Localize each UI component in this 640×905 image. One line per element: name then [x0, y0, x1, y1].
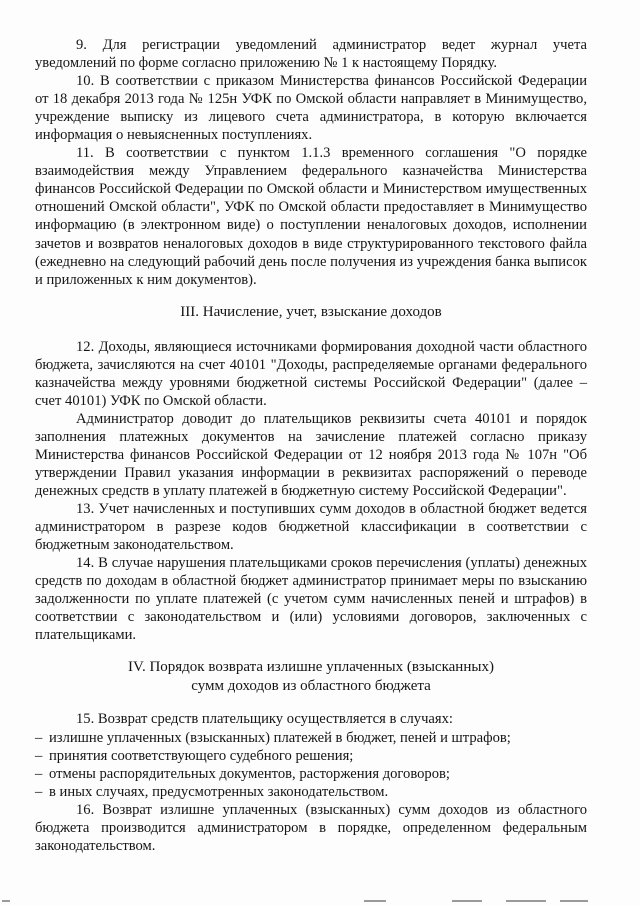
dash-bullet: –: [35, 747, 43, 764]
paragraph-14: 14. В случае нарушения плательщиками сроков перечисления (уплаты) денежных средств по доходам в областной бюджет администратор принимает меры по взысканию задолженности по уплате платежей (с учетом сумм начисленных пеней и штрафов) в соответствии с законодательством и (или) условиями договоров, заключенных с плательщиками.: [35, 555, 587, 644]
list-item-text: отмены распорядительных документов, расторжения договоров;: [49, 765, 450, 782]
paragraph-9: 9. Для регистрации уведомлений администратор ведет журнал учета уведомлений по форме согласно приложению № 1 к настоящему Порядку.: [35, 37, 587, 72]
document-body: [35, 36, 587, 855]
section-4-heading: [35, 658, 587, 696]
section-4-heading-line-1: IV. Порядок возврата излишне уплаченных (взысканных): [128, 659, 494, 676]
list-item-text: в иных случаях, предусмотренных законодательством.: [49, 783, 389, 800]
paragraph-12: 12. Доходы, являющиеся источниками формирования доходной части областного бюджета, зачисляются на счет 40101 "Доходы, распределяемые органами федерального казначейства между уровнями бюджетной системы Российской Федерации" (далее – счет 40101) УФК по Омской области.: [35, 338, 587, 409]
section-4-heading-line-2: сумм доходов из областного бюджета: [191, 678, 431, 695]
section-3-heading: III. Начисление, учет, взыскание доходов: [180, 303, 442, 320]
list-item-text: принятия соответствующего судебного решения;: [49, 747, 354, 764]
dash-bullet: –: [35, 765, 43, 782]
dash-bullet: –: [35, 729, 43, 746]
list-item: [35, 783, 587, 801]
paragraph-13: 13. Учет начисленных и поступивших сумм доходов в областной бюджет ведется администратором в разрезе кодов бюджетной классификации в соответствии с бюджетным законодательством.: [35, 501, 587, 554]
scan-edge-artifact: [0, 898, 640, 905]
dash-bullet: –: [35, 783, 43, 800]
paragraph-12-details: Администратор доводит до плательщиков реквизиты счета 40101 и порядок заполнения платежных документов на зачисление платежей согласно приказу Министерства финансов Российской Федерации от 12 ноября 2013 года № 107н "Об утверждении Правил указания информации в реквизитах распоряжений о переводе денежных средств в уплату платежей в бюджетную систему Российской Федерации".: [35, 410, 587, 500]
paragraph-16: 16. Возврат излишне уплаченных (взысканных) сумм доходов из областного бюджета производится администратором в порядке, определенном федеральным законодательством.: [35, 801, 587, 854]
list-item: [35, 747, 587, 765]
list-item-text: излишне уплаченных (взысканных) платежей в бюджет, пеней и штрафов;: [49, 729, 511, 746]
paragraph-15: 15. Возврат средств плательщику осуществляется в случаях:: [76, 711, 453, 728]
return-cases-list: [35, 729, 587, 801]
list-item: [35, 765, 587, 783]
list-item: [35, 729, 587, 747]
paragraph-11: 11. В соответствии с пунктом 1.1.3 временного соглашения "О порядке взаимодействия между Управлением федерального казначейства Министерства финансов Российской Федерации по Омской области и Министерством имущественных отношений Омской области", УФК по Омской области предоставляет в Минимущество информацию (в электронном виде) о поступлении неналоговых доходов, исполнении зачетов и возвратов неналоговых доходов в виде структурированного текстового файла (ежедневно на следующий рабочий день после получения из учреждения банка выписок и приложенных к ним документов).: [35, 145, 587, 288]
paragraph-10: 10. В соответствии с приказом Министерства финансов Российской Федерации от 18 декабря 2013 года № 125н УФК по Омской области направляет в Минимущество, учреждение выписку из лицевого счета администратора, в которую включается информация о невыясненных поступлениях.: [35, 73, 587, 144]
